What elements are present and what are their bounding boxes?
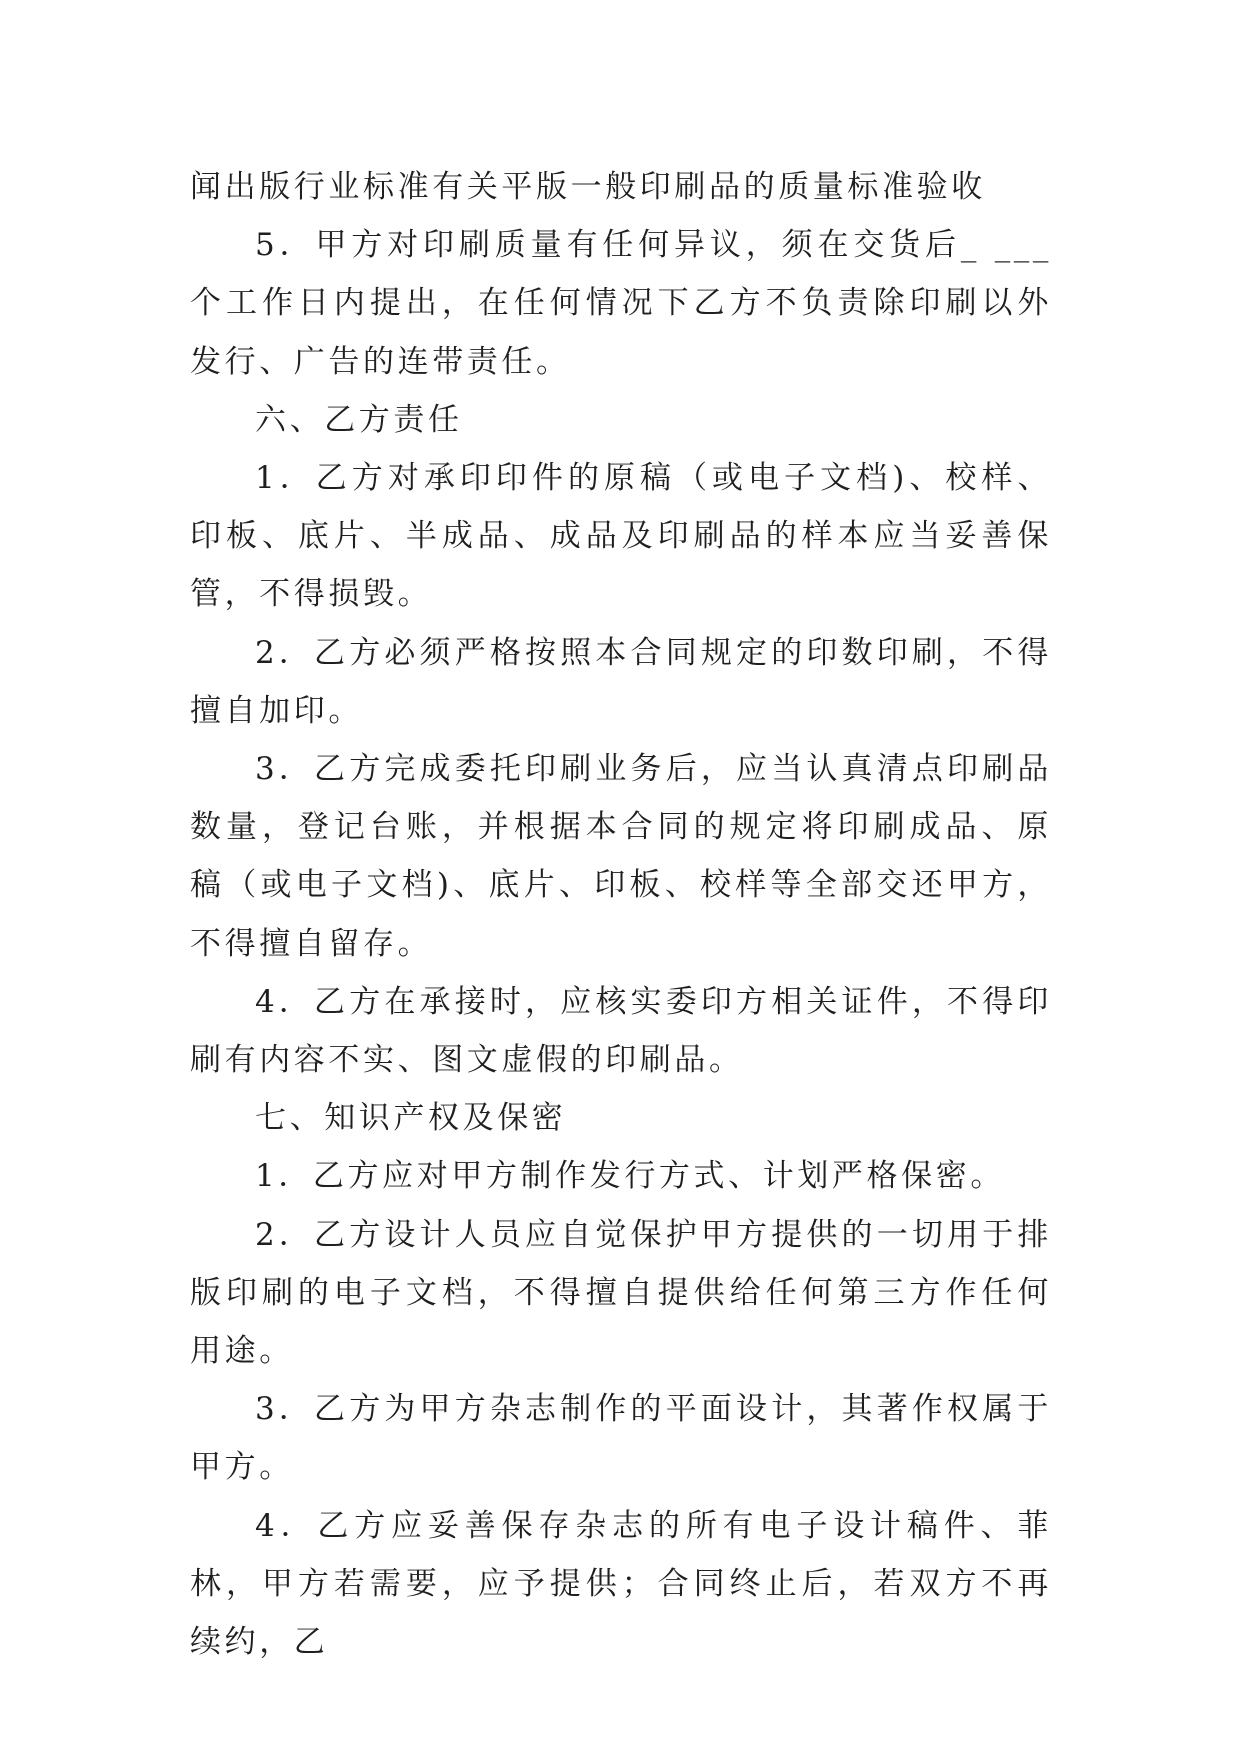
paragraph-standard-continuation: 闻出版行业标准有关平版一般印刷品的质量标准验收 <box>190 169 986 205</box>
paragraph-7-1-confidentiality: 1．乙方应对甲方制作发行方式、计划严格保密。 <box>255 1158 1005 1195</box>
section-heading-ip-confidentiality: 七、知识产权及保密 <box>255 1100 567 1137</box>
paragraph-6-3-return-materials: 3．乙方完成委托印刷业务后，应当认真清点印刷品数量，登记台账，并根据本合同的规定将印刷成品、原稿（或电子文档)、底片、印板、校样等全部交还甲方，不得擅自留存。 <box>190 751 1052 962</box>
paragraph-7-2-electronic-files: 2．乙方设计人员应自觉保护甲方提供的一切用于排版印刷的电子文档，不得擅自提供给任何第三方作任何用途。 <box>190 1216 1052 1370</box>
paragraph-quality-objection: 5．甲方对印刷质量有任何异议，须在交货后_ ___个工作日内提出，在任何情况下乙方不负责除印刷以外发行、广告的连带责任。 <box>190 227 1052 380</box>
document-body <box>190 158 1052 1671</box>
paragraph-6-4-verify-documents: 4．乙方在承接时，应核实委印方相关证件，不得印刷有内容不实、图文虚假的印刷品。 <box>190 983 1052 1079</box>
section-heading-party-b-responsibility: 六、乙方责任 <box>255 401 463 438</box>
paragraph-7-3-copyright: 3．乙方为甲方杂志制作的平面设计，其著作权属于甲方。 <box>190 1391 1052 1486</box>
paragraph-7-4-design-files: 4．乙方应妥善保存杂志的所有电子设计稿件、菲林，甲方若需要，应予提供；合同终止后，若双方不再续约，乙 <box>190 1507 1052 1661</box>
paragraph-6-2-print-quantity: 2．乙方必须严格按照本合同规定的印数印刷，不得擅自加印。 <box>190 634 1052 729</box>
paragraph-6-1-safekeeping: 1．乙方对承印印件的原稿（或电子文档)、校样、印板、底片、半成品、成品及印刷品的样本应当妥善保管，不得损毁。 <box>190 460 1052 613</box>
